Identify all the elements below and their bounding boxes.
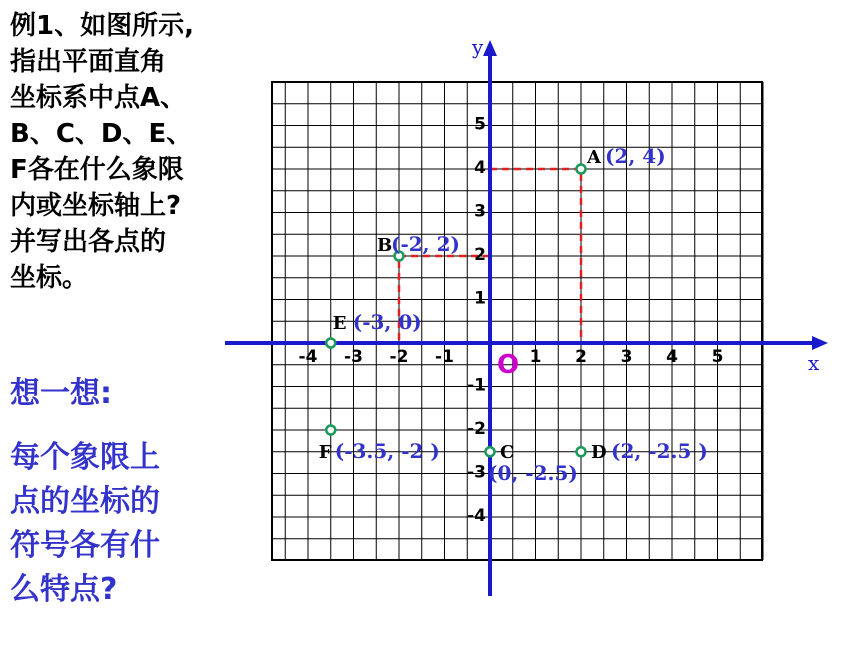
- y-tick-label: 5: [474, 114, 486, 135]
- point-label-c: C: [500, 441, 515, 463]
- think-line: 每个象限上: [10, 440, 160, 475]
- x-tick-label: -1: [435, 347, 454, 367]
- point-c: [486, 447, 495, 456]
- point-label-f: F: [318, 442, 332, 463]
- y-tick-label: -3: [467, 462, 486, 483]
- think-title: 想一想:: [10, 376, 112, 411]
- x-tick-label: 4: [666, 347, 678, 367]
- y-tick-label: 2: [474, 245, 486, 265]
- point-f: [326, 426, 335, 435]
- point-coord-a: (2, 4): [605, 144, 666, 168]
- y-tick-label: 1: [474, 288, 486, 309]
- y-tick-label: -4: [467, 506, 486, 526]
- question-line: F各在什么象限: [10, 155, 184, 185]
- point-coord-f: (-3.5, -2 ): [334, 439, 440, 463]
- y-tick-label: -1: [467, 375, 486, 396]
- x-tick-label: 3: [620, 347, 633, 367]
- point-d: [577, 447, 586, 456]
- point-coord-e: (-3, 0): [352, 310, 422, 334]
- point-e: [326, 339, 335, 348]
- point-label-d: D: [591, 441, 607, 463]
- x-tick-label: -4: [298, 347, 318, 367]
- x-tick-label: -2: [389, 347, 409, 367]
- think-line: 符号各有什: [10, 528, 160, 563]
- x-tick-label: 5: [711, 347, 724, 367]
- y-tick-label: -2: [467, 419, 486, 439]
- y-axis-arrow: [483, 40, 497, 56]
- question-line: 内或坐标轴上?: [10, 191, 182, 221]
- point-label-b: B: [377, 235, 393, 256]
- point-label-a: A: [587, 147, 601, 168]
- question-line: B、C、D、E、: [10, 119, 193, 149]
- question-line: 指出平面直角: [10, 47, 167, 77]
- point-coord-c: (0, -2.5): [488, 460, 578, 485]
- x-axis-label: x: [808, 351, 820, 375]
- think-line: 么特点?: [10, 572, 118, 607]
- x-tick-label: -3: [344, 347, 363, 367]
- think-line: 点的坐标的: [10, 484, 160, 519]
- y-tick-label: 3: [474, 201, 486, 222]
- question-line: 例1、如图所示,: [10, 11, 194, 41]
- question-line: 坐标系中点A、: [10, 83, 187, 113]
- x-tick-label: 1: [529, 347, 542, 367]
- y-axis-label: y: [472, 35, 484, 59]
- origin-label: O: [497, 350, 520, 380]
- question-line: 坐标。: [10, 263, 89, 293]
- point-label-e: E: [332, 313, 347, 334]
- point-coord-b: (-2, 2): [391, 232, 460, 256]
- question-line: 并写出各点的: [10, 227, 167, 257]
- point-coord-d: (2, -2.5 ): [611, 438, 708, 463]
- x-tick-label: 2: [575, 347, 587, 367]
- x-axis-arrow: [812, 336, 828, 350]
- y-tick-label: 4: [474, 158, 486, 178]
- point-a: [577, 165, 586, 174]
